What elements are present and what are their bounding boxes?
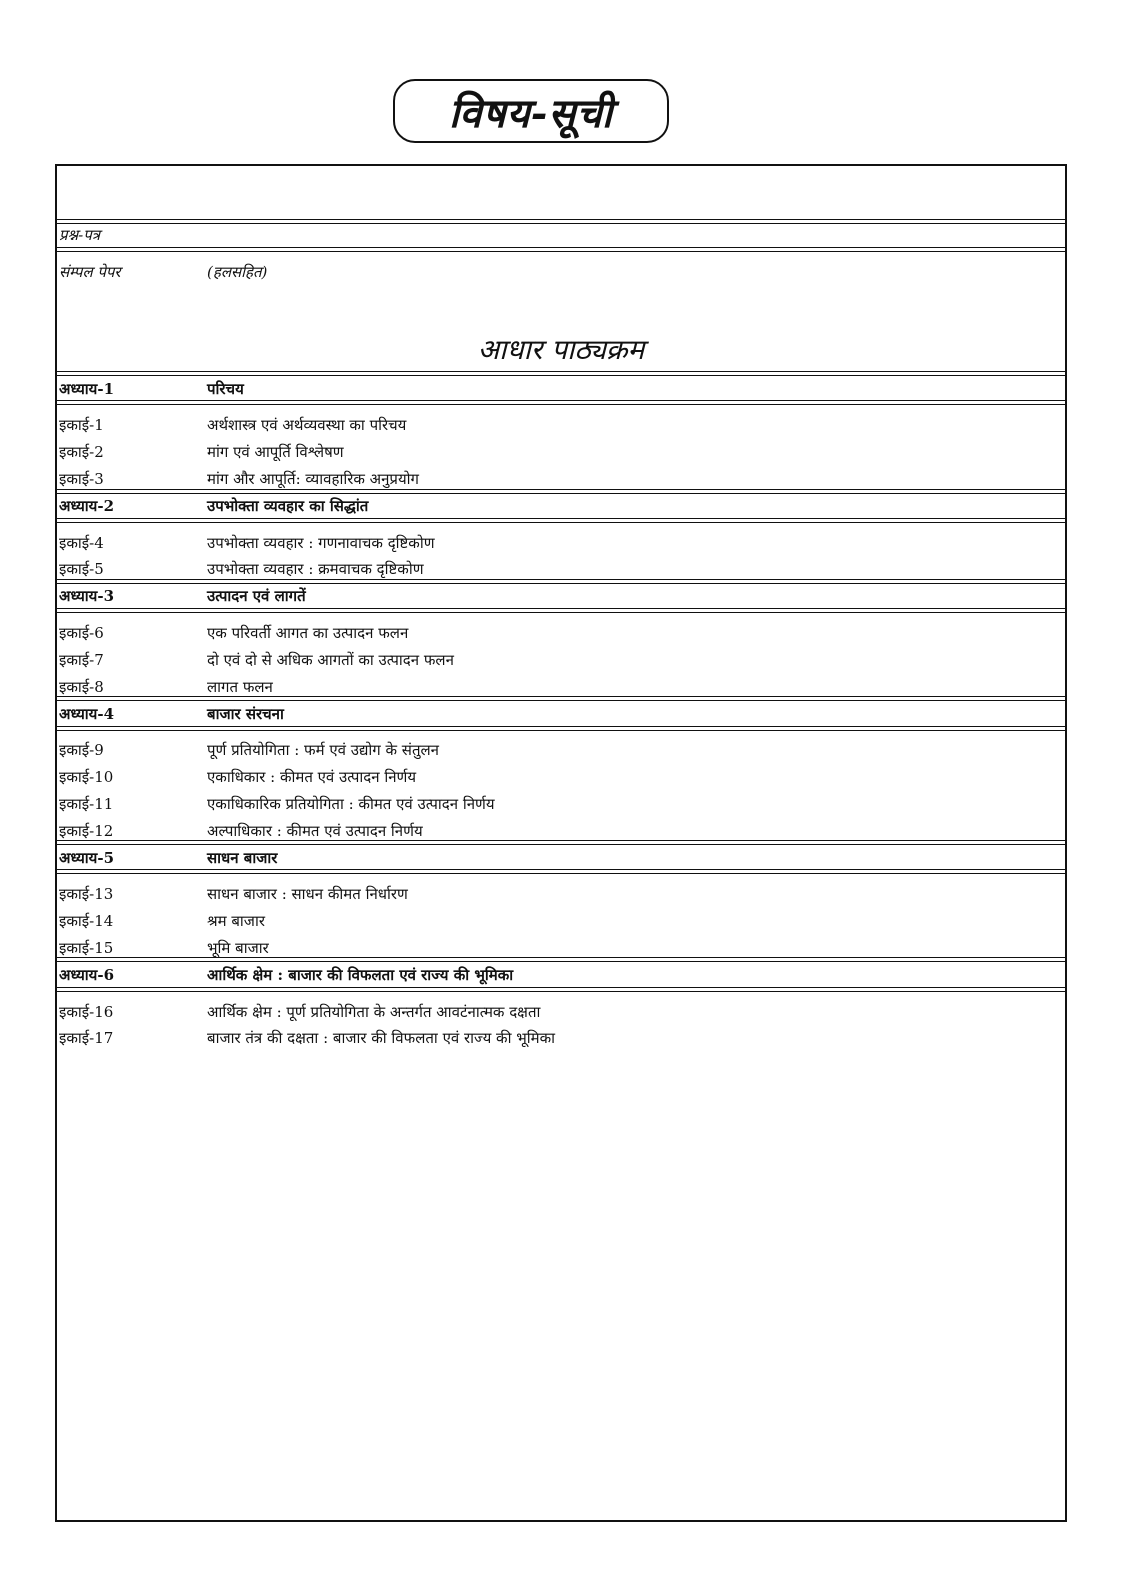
unit-label: इकाई-9 — [59, 741, 104, 759]
chapter-title: परिचय — [207, 380, 244, 398]
unit-title: श्रम बाजार — [207, 912, 265, 930]
unit-title: साधन बाजार : साधन कीमत निर्धारण — [207, 885, 408, 903]
unit-title: बाजार तंत्र की दक्षता : बाजार की विफलता एवं राज्य की भूमिका — [207, 1029, 556, 1047]
unit-title: उपभोक्ता व्यवहार : गणनावाचक दृष्टिकोण — [207, 534, 435, 552]
unit-title: आर्थिक क्षेम : पूर्ण प्रतियोगिता के अन्तर्गत आवटंनात्मक दक्षता — [207, 1003, 541, 1021]
unit-title: मांग और आपूर्ति: व्यावहारिक अनुप्रयोग — [207, 470, 419, 488]
contents-table — [55, 164, 1067, 1522]
unit-label: इकाई-14 — [59, 912, 114, 930]
unit-title: उपभोक्ता व्यवहार : क्रमवाचक दृष्टिकोण — [207, 560, 424, 578]
unit-title: दो एवं दो से अधिक आगतों का उत्पादन फलन — [207, 651, 454, 669]
chapter-label: अध्याय-6 — [59, 966, 115, 984]
unit-title: एक परिवर्ती आगत का उत्पादन फलन — [207, 624, 409, 642]
unit-label: इकाई-12 — [59, 822, 114, 840]
unit-label: इकाई-7 — [59, 651, 104, 669]
chapter-title: बाजार संरचना — [207, 705, 284, 723]
divider — [57, 247, 1065, 252]
unit-label: इकाई-4 — [59, 534, 104, 552]
unit-label: इकाई-13 — [59, 885, 114, 903]
unit-label: इकाई-15 — [59, 939, 114, 957]
unit-title: पूर्ण प्रतियोगिता : फर्म एवं उद्योग के संतुलन — [207, 741, 439, 759]
unit-title: लागत फलन — [207, 678, 273, 696]
unit-label: इकाई-17 — [59, 1029, 114, 1047]
page-title: विषय-सूची — [448, 89, 614, 137]
divider — [57, 869, 1065, 874]
question-paper-label: प्रश्न-पत्र — [59, 226, 101, 244]
chapter-label: अध्याय-5 — [59, 849, 115, 867]
sample-paper-label: संम्पल पेपर — [59, 263, 121, 281]
divider — [57, 608, 1065, 613]
unit-label: इकाई-1 — [59, 416, 104, 434]
chapter-label: अध्याय-3 — [59, 587, 115, 605]
chapter-title: आर्थिक क्षेम : बाजार की विफलता एवं राज्य की भूमिका — [207, 966, 514, 984]
chapter-label: अध्याय-4 — [59, 705, 115, 723]
unit-title: अल्पाधिकार : कीमत एवं उत्पादन निर्णय — [207, 822, 423, 840]
chapter-title: उपभोक्ता व्यवहार का सिद्धांत — [207, 497, 369, 515]
unit-title: भूमि बाजार — [207, 939, 269, 957]
divider — [57, 400, 1065, 405]
section-heading: आधार पाठ्यक्रम — [477, 333, 645, 366]
chapter-title: साधन बाजार — [207, 849, 278, 867]
chapter-label: अध्याय-2 — [59, 497, 115, 515]
chapter-label: अध्याय-1 — [59, 380, 115, 398]
divider — [57, 489, 1065, 494]
unit-label: इकाई-2 — [59, 443, 104, 461]
chapter-title: उत्पादन एवं लागतें — [207, 587, 306, 605]
divider — [57, 957, 1065, 962]
unit-title: अर्थशास्त्र एवं अर्थव्यवस्था का परिचय — [207, 416, 407, 434]
unit-label: इकाई-11 — [59, 795, 114, 813]
unit-label: इकाई-6 — [59, 624, 104, 642]
divider — [57, 696, 1065, 701]
divider — [57, 219, 1065, 224]
unit-title: एकाधिकारिक प्रतियोगिता : कीमत एवं उत्पादन निर्णय — [207, 795, 495, 813]
title-box — [393, 79, 669, 143]
divider — [57, 579, 1065, 584]
unit-label: इकाई-8 — [59, 678, 104, 696]
divider — [57, 371, 1065, 376]
unit-label: इकाई-3 — [59, 470, 104, 488]
sample-paper-note: (हलसहित) — [207, 263, 268, 281]
divider — [57, 518, 1065, 523]
unit-label: इकाई-16 — [59, 1003, 114, 1021]
divider — [57, 987, 1065, 992]
unit-label: इकाई-5 — [59, 560, 104, 578]
divider — [57, 840, 1065, 845]
unit-label: इकाई-10 — [59, 768, 114, 786]
unit-title: एकाधिकार : कीमत एवं उत्पादन निर्णय — [207, 768, 417, 786]
unit-title: मांग एवं आपूर्ति विश्लेषण — [207, 443, 344, 461]
divider — [57, 726, 1065, 731]
